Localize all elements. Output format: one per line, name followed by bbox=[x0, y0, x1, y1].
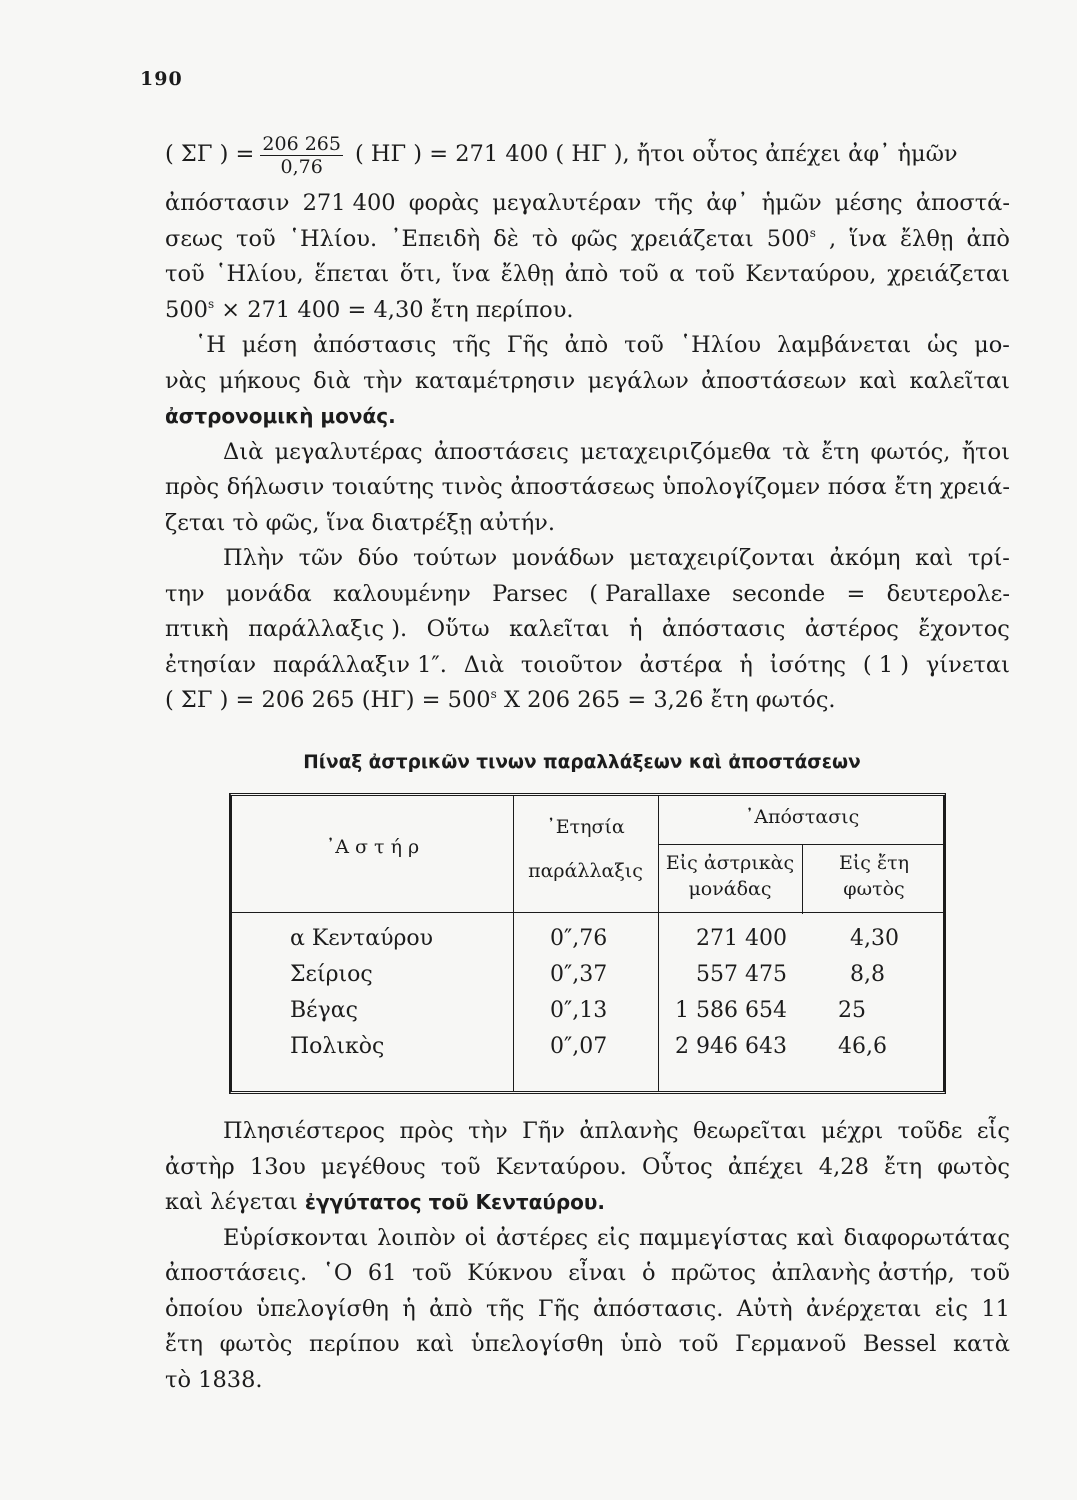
word: seconde bbox=[731, 580, 826, 607]
word: ἀπὸ bbox=[564, 261, 609, 287]
word: Πλησιέστερος bbox=[223, 1118, 386, 1144]
word: ἀποστάσεις bbox=[433, 438, 569, 465]
word: μεταχειριζόμεθα bbox=[580, 438, 771, 465]
header-parallax-2: παράλλαξις bbox=[528, 860, 643, 882]
word: μέση bbox=[241, 332, 298, 358]
word: Αὐτὴ bbox=[736, 1295, 793, 1322]
word: ἡ bbox=[402, 1295, 416, 1322]
word: εἶναι bbox=[568, 1260, 627, 1286]
word: καὶ bbox=[416, 1331, 455, 1357]
word: καλουμένην bbox=[332, 580, 471, 607]
text-line bbox=[165, 506, 1010, 542]
parallax-formula bbox=[165, 124, 1010, 186]
word: πρὸς bbox=[165, 474, 220, 500]
star-parallax: 0″,07 bbox=[550, 1034, 608, 1059]
word: ἀποστά- bbox=[915, 190, 1010, 216]
text-line bbox=[165, 1185, 1010, 1221]
word: Πλὴν bbox=[223, 545, 285, 571]
text-line bbox=[165, 399, 1010, 435]
text-line bbox=[165, 1292, 1010, 1328]
text-line bbox=[165, 222, 1010, 258]
word: μεγαλυτέραν bbox=[492, 190, 642, 216]
word: τοῦ bbox=[440, 1153, 481, 1180]
text-line bbox=[165, 612, 1010, 648]
word: τρί- bbox=[967, 545, 1010, 571]
word: δύο bbox=[357, 545, 399, 571]
word: τὰ bbox=[782, 438, 810, 465]
word: ἔτη bbox=[821, 438, 860, 465]
word: παμμεγίστας bbox=[638, 1224, 788, 1251]
word: ὑπελογίσθη bbox=[470, 1331, 604, 1357]
word: καὶ bbox=[859, 367, 898, 394]
text-line bbox=[165, 293, 1010, 329]
word: ζεται τὸ φῶς, ἵνα διατρέξῃ αὐτήν. bbox=[165, 509, 556, 536]
word: ὑπὸ bbox=[620, 1331, 663, 1357]
word: = bbox=[846, 580, 866, 607]
star-parallax: 0″,13 bbox=[550, 998, 608, 1023]
word: φῶς bbox=[571, 225, 618, 252]
header-au-2: μονάδας bbox=[688, 878, 772, 900]
word: τοῦδε bbox=[897, 1118, 963, 1144]
formula-lhs: ( ΣΓ ) = bbox=[165, 141, 255, 168]
star-distance-au: 557 475 bbox=[696, 962, 787, 987]
word: ῾Ο bbox=[322, 1260, 353, 1286]
word: τῶν bbox=[298, 545, 344, 571]
word: τοιαύτης bbox=[331, 474, 435, 500]
word: τοῦ bbox=[678, 1331, 719, 1357]
word: φωτός, bbox=[870, 438, 951, 465]
word: ἀποστάσεων bbox=[701, 367, 847, 394]
star-distance-au: 1 586 654 bbox=[675, 998, 787, 1023]
text-line bbox=[165, 1256, 1010, 1292]
word: τοῦ bbox=[695, 261, 735, 287]
text-line bbox=[165, 435, 1010, 471]
word: ἀπόστασις. bbox=[592, 1295, 724, 1322]
text-line bbox=[165, 648, 1010, 684]
word: 500$^s$ bbox=[766, 225, 816, 252]
word: μονάδα bbox=[225, 580, 312, 607]
word: ἀπὸ bbox=[564, 332, 609, 358]
text-line bbox=[165, 577, 1010, 613]
text-line bbox=[165, 1221, 1010, 1257]
text-line bbox=[165, 364, 1010, 400]
word: Διὰ bbox=[223, 438, 264, 465]
table-divider bbox=[658, 844, 943, 845]
text-line bbox=[165, 541, 1010, 577]
word: δὲ bbox=[493, 225, 519, 252]
star-name: α Κενταύρου bbox=[290, 926, 434, 951]
header-ly-1: Εἰς ἔτη bbox=[838, 852, 910, 874]
word: α bbox=[669, 261, 685, 287]
word: τὴν bbox=[468, 1118, 508, 1144]
word: ἡμῶν bbox=[761, 190, 822, 216]
word: τοῦ bbox=[970, 1260, 1010, 1286]
star-table bbox=[229, 793, 946, 1094]
word: εἷς bbox=[976, 1118, 1010, 1144]
word: Bessel bbox=[862, 1331, 937, 1357]
word: μέχρι bbox=[821, 1118, 884, 1144]
table-row bbox=[232, 962, 943, 998]
word: οἱ bbox=[464, 1224, 488, 1251]
word: μονάδων bbox=[511, 545, 615, 571]
word: φωτὸς bbox=[937, 1153, 1010, 1180]
word: μέσης bbox=[834, 190, 903, 216]
bottom-text-block bbox=[165, 1114, 1010, 1398]
word: 271 400 bbox=[302, 190, 396, 216]
header-star: ᾽Α σ τ ή ρ bbox=[325, 836, 420, 858]
word: ὑπελογίσθη bbox=[256, 1295, 389, 1322]
text-line bbox=[165, 1327, 1010, 1363]
word: ᾽Επειδὴ bbox=[390, 225, 481, 252]
bold-term: ἐγγύτατος τοῦ Κενταύρου. bbox=[304, 1190, 605, 1214]
word: ὁ bbox=[641, 1260, 656, 1286]
word: καὶ bbox=[796, 1224, 835, 1251]
word: ἔλθῃ bbox=[500, 261, 555, 287]
word: τοῦ bbox=[412, 1260, 452, 1286]
top-text-block bbox=[165, 124, 1010, 719]
word: καταμέτρησιν bbox=[415, 367, 576, 394]
star-distance-ly: 8,8 bbox=[850, 962, 885, 987]
word: 61 bbox=[367, 1260, 397, 1286]
star-distance-ly: 4,30 bbox=[850, 926, 899, 951]
star-parallax: 0″,76 bbox=[550, 926, 608, 951]
word: ἀπόστασις bbox=[313, 332, 437, 358]
text-line bbox=[165, 186, 1010, 222]
word: 11 bbox=[981, 1295, 1010, 1322]
word: ἰσότης bbox=[769, 651, 846, 678]
word: Γῆς bbox=[506, 332, 549, 358]
word: λοιπὸν bbox=[377, 1224, 456, 1251]
word: μο- bbox=[974, 332, 1010, 358]
word: διὰ bbox=[313, 367, 351, 394]
word: ἀφ᾽ bbox=[706, 190, 749, 216]
word: ἀστὴρ bbox=[165, 1153, 235, 1180]
formula-numerator: 206 265 bbox=[262, 132, 341, 155]
word: ἀστέρος bbox=[804, 616, 899, 642]
text-line bbox=[165, 257, 1010, 293]
word: εἰς bbox=[934, 1295, 968, 1322]
word: τοῦ bbox=[624, 332, 664, 358]
word: σεως bbox=[165, 225, 223, 252]
word: θεωρεῖται bbox=[693, 1118, 807, 1144]
word: ( 1 ) bbox=[862, 651, 910, 678]
table-row bbox=[232, 1034, 943, 1070]
word: τοῦ bbox=[618, 261, 659, 287]
word: πρὸς bbox=[399, 1118, 454, 1144]
word: καλεῖται bbox=[909, 367, 1010, 394]
word: Κύκνου bbox=[467, 1260, 553, 1286]
word: τούτων bbox=[413, 545, 498, 571]
header-au-1: Εἰς ἀστρικὰς bbox=[665, 852, 795, 874]
word: τινὸς bbox=[441, 474, 503, 500]
word: ἔχοντος bbox=[918, 616, 1010, 642]
word: ἡ bbox=[629, 616, 643, 642]
word: ἔτη bbox=[884, 1153, 923, 1180]
word: μεγάλων bbox=[587, 367, 689, 394]
word: ῾Η bbox=[195, 332, 226, 358]
header-ly-2: φωτὸς bbox=[843, 878, 905, 900]
word: δευτερολε- bbox=[886, 580, 1010, 607]
text-line bbox=[165, 470, 1010, 506]
word: ἀστέρα bbox=[639, 651, 723, 678]
star-distance-au: 2 946 643 bbox=[675, 1034, 787, 1059]
word: Διὰ bbox=[463, 651, 505, 678]
word: ἀπόστασιν bbox=[165, 190, 290, 216]
word: ἀκόμη bbox=[829, 545, 901, 571]
word: πρῶτος bbox=[671, 1260, 757, 1286]
word: χρειά- bbox=[939, 474, 1010, 500]
word: μεγέθους bbox=[320, 1153, 426, 1180]
word: ὁποίου bbox=[165, 1295, 243, 1322]
word: νὰς bbox=[165, 367, 207, 394]
word: ὑπολογίζομεν bbox=[662, 474, 821, 500]
word: μεταχειρίζονται bbox=[629, 545, 816, 571]
word: διαφορωτάτας bbox=[843, 1224, 1010, 1251]
text-line bbox=[165, 1150, 1010, 1186]
word: ( Parallaxe bbox=[589, 580, 711, 607]
word: ἀστέρες bbox=[495, 1224, 589, 1251]
word: Γῆς bbox=[537, 1295, 580, 1322]
star-name: Βέγας bbox=[290, 998, 358, 1023]
word: ἐτησίαν bbox=[165, 651, 257, 678]
word: ἔτη bbox=[165, 1331, 204, 1357]
word: τῆς bbox=[485, 1295, 525, 1322]
word: ἵνα bbox=[452, 261, 491, 287]
word: τῆς bbox=[452, 332, 491, 358]
word: Οὗτος bbox=[641, 1153, 713, 1180]
table-divider bbox=[232, 912, 943, 913]
word: ἔτη bbox=[894, 474, 933, 500]
word: τὸ bbox=[531, 225, 558, 252]
word: φωτὸς bbox=[219, 1331, 293, 1357]
star-distance-ly: 25 bbox=[838, 998, 866, 1023]
word: ῾Ηλίου, bbox=[215, 261, 304, 287]
word: ἀπὸ bbox=[966, 225, 1010, 252]
word: παράλλαξιν 1″. bbox=[272, 651, 447, 678]
word: πτικὴ bbox=[165, 616, 229, 642]
word: χρειάζεται bbox=[630, 225, 754, 252]
word: ἀπόστασις bbox=[662, 616, 786, 642]
header-distance: ᾽Απόστασις bbox=[744, 806, 860, 828]
word: Εὑρίσκονται bbox=[223, 1224, 369, 1251]
word: ἀπέχει bbox=[727, 1153, 804, 1180]
word: $500^s \times 271$ 400 = 4,30 ἔτη περίπου. bbox=[165, 296, 574, 323]
star-parallax: 0″,37 bbox=[550, 962, 608, 987]
word: ἀποστάσεις. bbox=[165, 1260, 308, 1286]
word: χρειάζεται bbox=[887, 261, 1010, 287]
word: Κενταύρου, bbox=[745, 261, 877, 287]
word: καλεῖται bbox=[509, 616, 610, 642]
word: ῾Ηλίου bbox=[679, 332, 762, 358]
text-line bbox=[165, 683, 1010, 719]
text-line bbox=[165, 1114, 1010, 1150]
word: Κενταύρου. bbox=[495, 1153, 627, 1180]
word: Οὕτω bbox=[426, 616, 490, 642]
word: καὶ bbox=[915, 545, 954, 571]
word: ὅτι, bbox=[399, 261, 442, 287]
word: τὸ 1838. bbox=[165, 1366, 263, 1393]
word: τὴν bbox=[363, 367, 403, 394]
formula-rhs: ( ΗΓ ) = 271 400 ( ΗΓ ), ἤτοι οὗτος ἀπέχει ἀφ᾽ ἡμῶν bbox=[354, 141, 958, 168]
word: Parsec bbox=[492, 580, 568, 607]
word: λαμβάνεται bbox=[777, 332, 912, 358]
formula-fraction bbox=[260, 133, 343, 178]
word: ἕπεται bbox=[314, 261, 390, 287]
word: φορὰς bbox=[408, 190, 480, 216]
word: τοιοῦτον bbox=[520, 651, 623, 678]
word: ( ΣΓ ) = 206 265 $(H\Gamma) = 500^s$ X 206 265 = 3,26 ἔτη φωτός. bbox=[165, 687, 836, 713]
word: περίπου bbox=[309, 1331, 400, 1357]
word: ἀπὸ bbox=[429, 1295, 473, 1322]
word: κατὰ bbox=[953, 1331, 1010, 1357]
word: , bbox=[828, 225, 837, 252]
star-distance-au: 271 400 bbox=[696, 926, 787, 951]
word: ἔλθῃ bbox=[899, 225, 954, 252]
word: γίνεται bbox=[925, 651, 1010, 678]
word: πόσα bbox=[827, 474, 887, 500]
word: τῆς bbox=[654, 190, 694, 216]
word: δήλωσιν bbox=[226, 474, 325, 500]
page-number: 190 bbox=[140, 68, 183, 90]
word: 13ου bbox=[249, 1153, 306, 1180]
table-row bbox=[232, 998, 943, 1034]
word: ἀνέρχεται bbox=[805, 1295, 922, 1322]
word: τοῦ bbox=[236, 225, 276, 252]
star-name: Σείριος bbox=[290, 962, 373, 987]
word: ἵνα bbox=[849, 225, 887, 252]
table-title: Πίναξ ἀστρικῶν τινων παραλλάξεων καὶ ἀποστάσεων bbox=[303, 752, 861, 773]
table-row bbox=[232, 926, 943, 962]
word: Γῆν bbox=[522, 1118, 565, 1144]
text-line bbox=[165, 328, 1010, 364]
word: ἀπλανὴς ἀστήρ, bbox=[771, 1260, 955, 1286]
word: ἀποστάσεως bbox=[510, 474, 655, 500]
word: παράλλαξις ). bbox=[248, 616, 408, 642]
word: Γερμανοῦ bbox=[735, 1331, 847, 1357]
word: ὡς bbox=[927, 332, 959, 358]
word: τοῦ bbox=[165, 261, 205, 287]
word: ῾Ηλίου. bbox=[288, 225, 378, 252]
word: καὶ λέγεται bbox=[165, 1189, 305, 1215]
word: 4,28 bbox=[818, 1153, 869, 1180]
star-distance-ly: 46,6 bbox=[838, 1034, 887, 1059]
word: μήκους bbox=[218, 367, 301, 394]
formula-denominator: 0,76 bbox=[280, 155, 323, 178]
word: ἡ bbox=[739, 651, 753, 678]
word: ἤτοι bbox=[961, 438, 1010, 465]
word: εἰς bbox=[597, 1224, 631, 1251]
word: ἀπλανὴς bbox=[579, 1118, 679, 1144]
word: μεγαλυτέρας bbox=[274, 438, 423, 465]
text-line bbox=[165, 1363, 1010, 1399]
bold-term: ἀστρονομικὴ μονάς. bbox=[165, 404, 396, 428]
word: την bbox=[165, 580, 205, 607]
header-parallax-1: ᾽Ετησία bbox=[546, 816, 625, 838]
star-name: Πολικὸς bbox=[290, 1034, 385, 1059]
